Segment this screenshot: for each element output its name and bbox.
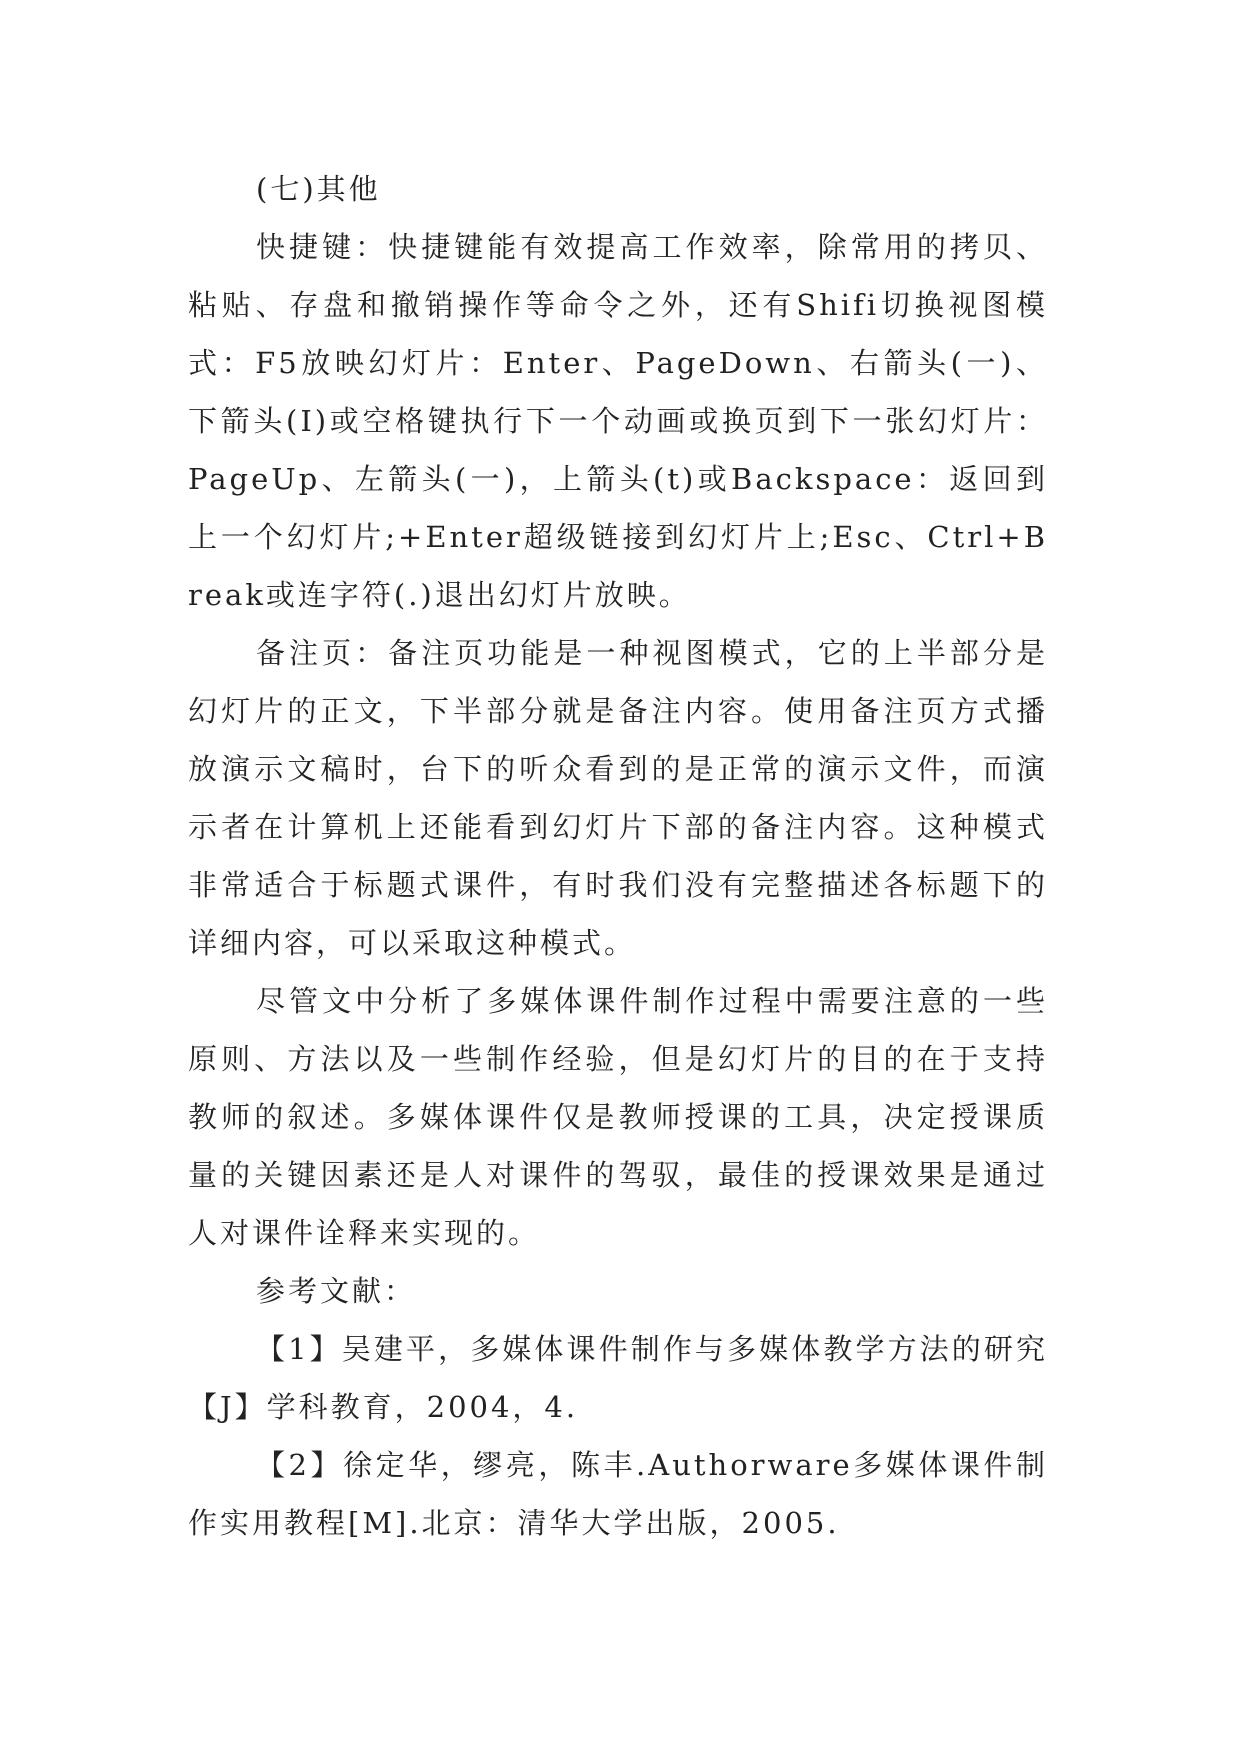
reference-item-2: 【2】徐定华，缪亮，陈丰.Authorware多媒体课件制作实用教程[M].北京：清华大学出版，2005. xyxy=(188,1448,1048,1540)
section-heading: (七)其他 xyxy=(256,172,381,206)
paragraph-notes-page: 备注页：备注页功能是一种视图模式，它的上半部分是幻灯片的正文，下半部分就是备注内容。使用备注页方式播放演示文稿时，台下的听众看到的是正常的演示文件，而演示者在计算机上还能看到幻灯片下部的备注内容。这种模式非常适合于标题式课件，有时我们没有完整描述各标题下的详细内容，可以采取这种模式。 xyxy=(188,636,1048,960)
document-body xyxy=(188,160,1048,1552)
paragraph-shortcuts: 快捷键：快捷键能有效提高工作效率，除常用的拷贝、粘贴、存盘和撤销操作等命令之外，还有Shifi切换视图模式：F5放映幻灯片：Enter、PageDown、右箭头(一)、下箭头(I)或空格键执行下一个动画或换页到下一张幻灯片：PageUp、左箭头(一)，上箭头(t)或Backspace：返回到上一个幻灯片;+Enter超级链接到幻灯片上;Esc、Ctrl+Break或连字符(.)退出幻灯片放映。 xyxy=(188,230,1048,612)
references-heading: 参考文献： xyxy=(256,1274,417,1308)
paragraph-conclusion: 尽管文中分析了多媒体课件制作过程中需要注意的一些原则、方法以及一些制作经验，但是幻灯片的目的在于支持教师的叙述。多媒体课件仅是教师授课的工具，决定授课质量的关键因素还是人对课件的驾驭，最佳的授课效果是通过人对课件诠释来实现的。 xyxy=(188,984,1048,1250)
reference-item-1: 【1】吴建平，多媒体课件制作与多媒体教学方法的研究【J】学科教育，2004，4. xyxy=(188,1332,1048,1424)
